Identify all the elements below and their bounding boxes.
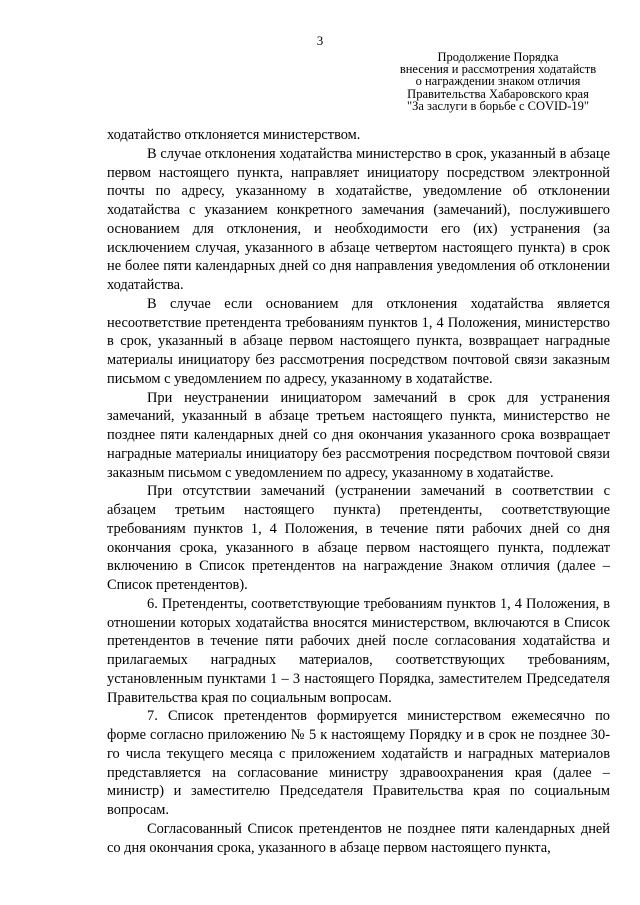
paragraph: В случае отклонения ходатайства министерство в срок, указанный в абзаце первом настоящего пункта, направляет инициатору посредством электронной почты по адресу, указанному в ходатайстве, уведомление об отклонении ходатайства с указанием конкретного замечания (замечаний), послужившего основанием для отклонения, и необходимости его (их) устранения (за исключением случая, указанного в абзаце четвертом настоящего пункта) в срок не более пяти календарных дней со дня направления уведомления об отклонении ходатайства. xyxy=(107,145,610,293)
body-text xyxy=(107,126,610,857)
paragraph: В случае если основанием для отклонения ходатайства является несоответствие претендента требованиям пунктов 1, 4 Положения, министерство в срок, указанный в абзаце первом настоящего пункта, возвращает наградные материалы инициатору без рассмотрения посредством почтовой связи заказным письмом с уведомлением по адресу, указанному в ходатайстве. xyxy=(107,295,610,387)
header-line: Правительства Хабаровского края xyxy=(407,86,589,101)
header-line: о награждении знаком отличия xyxy=(415,74,581,89)
paragraph: Согласованный Список претендентов не позднее пяти календарных дней со дня окончания срока, указанного в абзаце первом настоящего пункта, xyxy=(107,820,610,856)
header-line: внесения и рассмотрения ходатайств xyxy=(399,62,597,77)
header-block xyxy=(392,51,604,112)
paragraph: ходатайство отклоняется министерством. xyxy=(107,127,361,143)
page-number: 3 xyxy=(316,33,324,48)
header-line: Продолжение Порядка xyxy=(437,50,559,64)
paragraph: При отсутствии замечаний (устранении замечаний в соответствии с абзацем третьим настоящего пункта) претенденты, соответствующие требованиям пунктов 1, 4 Положения, в течение пяти рабочих дней со дня окончания срока, указанного в абзаце первом настоящего пункта, подлежат включению в Список претендентов на награждение Знаком отличия (далее – Список претендентов). xyxy=(107,483,610,593)
paragraph: 6. Претенденты, соответствующие требованиям пунктов 1, 4 Положения, в отношении которых ходатайства вносятся министерством, включаются в Список претендентов в течение пяти рабочих дней после согласования ходатайства и прилагаемых наградных материалов, соответствующих требованиям, установленным пунктами 1 – 3 настоящего Порядка, заместителем Председателя Правительства края по социальным вопросам. xyxy=(107,595,610,706)
paragraph: 7. Список претендентов формируется министерством ежемесячно по форме согласно приложению № 5 к настоящему Порядку и в срок не позднее 30-го числа текущего месяца с приложением ходатайств и наградных материалов представляется на согласование министру здравоохранения края (далее – министр) и заместителю Председателя Правительства края по социальным вопросам. xyxy=(107,708,610,818)
header-line: "За заслуги в борьбе с COVID-19" xyxy=(407,98,589,113)
paragraph: При неустранении инициатором замечаний в срок для устранения замечаний, указанный в абзаце третьем настоящего пункта, министерство не позднее пяти календарных дней со дня окончания указанного срока возвращает наградные материалы инициатору без рассмотрения посредством почтовой связи заказным письмом с уведомлением по адресу, указанному в ходатайстве. xyxy=(107,389,610,481)
